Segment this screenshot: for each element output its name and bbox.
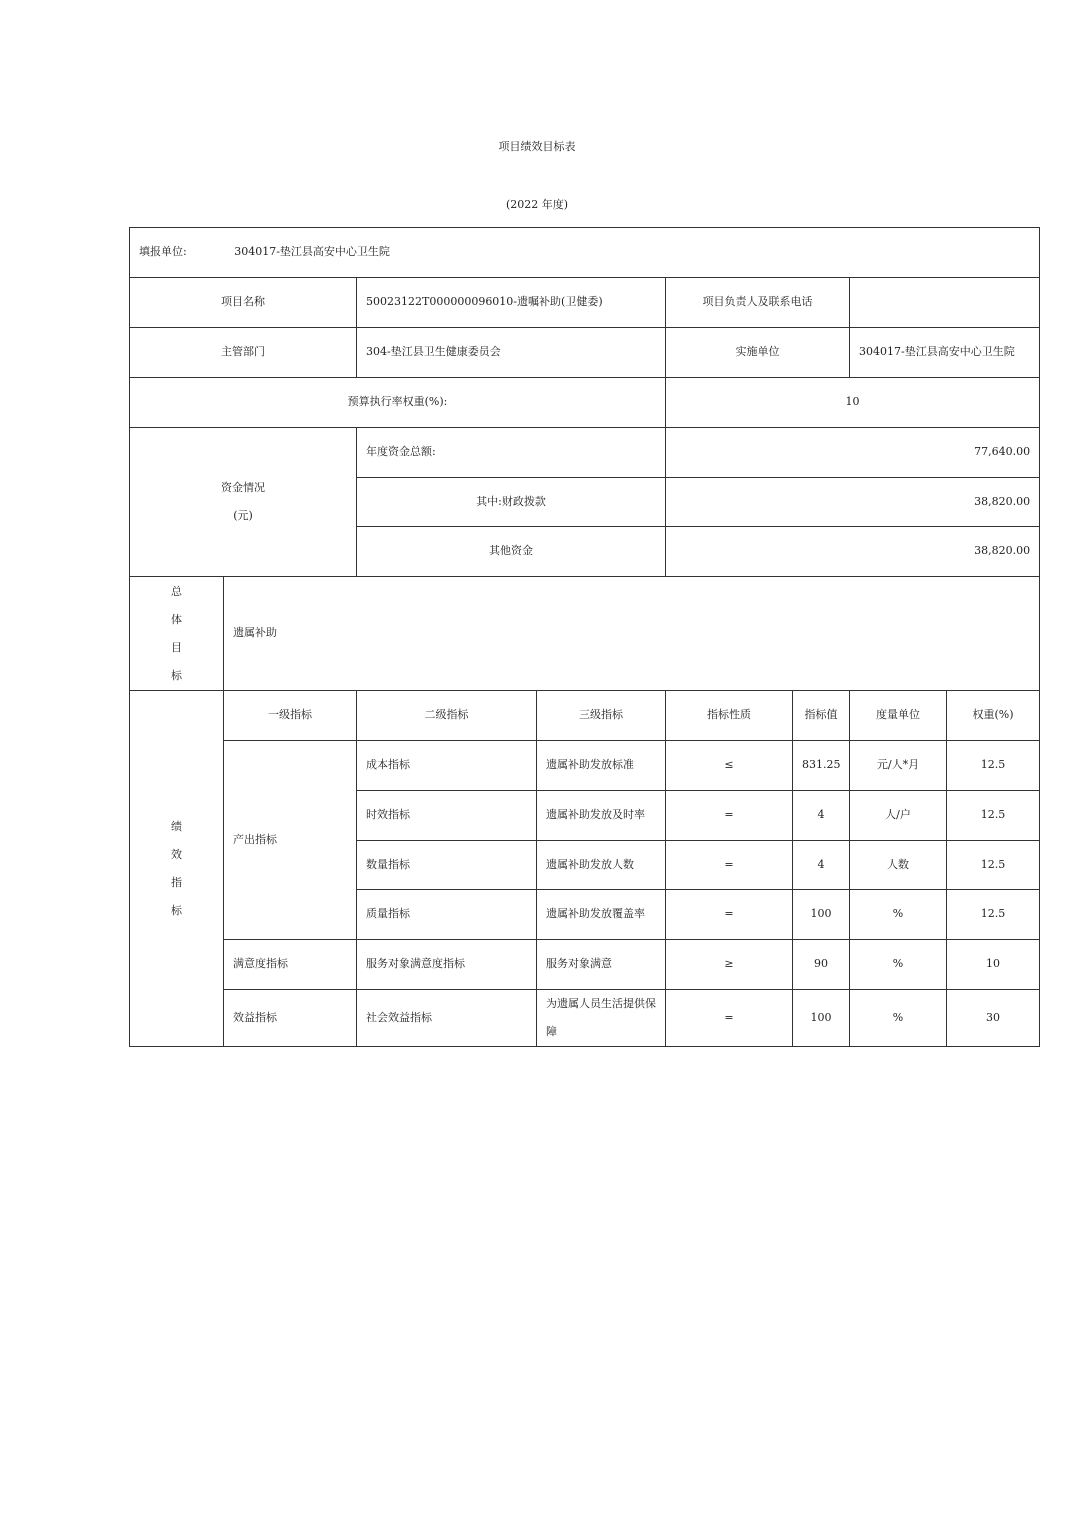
goal-label-char: 标	[171, 668, 182, 682]
weight-cell: 12.5	[947, 791, 1040, 841]
header-weight: 权重(%)	[947, 691, 1040, 741]
satisfaction-level1: 满意度指标	[224, 940, 357, 990]
header-value: 指标值	[793, 691, 850, 741]
satisfaction-unit: %	[850, 940, 947, 990]
header-nature: 指标性质	[666, 691, 793, 741]
goal-value: 遗属补助	[224, 577, 1040, 691]
level2-cell: 数量指标	[357, 841, 537, 890]
funds-fiscal-label: 其中:财政拨款	[357, 478, 666, 527]
level2-cell: 质量指标	[357, 890, 537, 940]
satisfaction-weight: 10	[947, 940, 1040, 990]
filler-label: 填报单位:	[139, 245, 187, 259]
level2-cell: 成本指标	[357, 741, 537, 791]
dept-label: 主管部门	[130, 328, 357, 378]
dept-row	[130, 328, 1040, 378]
contact-value	[850, 278, 1040, 328]
satisfaction-level3: 服务对象满意	[537, 940, 666, 990]
perf-label-char: 绩	[171, 819, 182, 833]
benefit-weight: 30	[947, 990, 1040, 1047]
nature-cell: =	[666, 841, 793, 890]
value-cell: 100	[793, 890, 850, 940]
dept-value: 304-垫江县卫生健康委员会	[357, 328, 666, 378]
satisfaction-nature: ≥	[666, 940, 793, 990]
funds-other-label: 其他资金	[357, 527, 666, 577]
perf-label	[130, 691, 224, 1047]
benefit-level2: 社会效益指标	[357, 990, 537, 1047]
nature-cell: =	[666, 791, 793, 841]
benefit-value: 100	[793, 990, 850, 1047]
goal-label-char: 总	[171, 584, 182, 598]
unit-cell: 人/户	[850, 791, 947, 841]
benefit-level3	[537, 990, 666, 1047]
benefit-level3-line2: 障	[546, 1025, 557, 1038]
output-group-label: 产出指标	[224, 741, 357, 940]
unit-cell: %	[850, 890, 947, 940]
budget-weight-row	[130, 378, 1040, 428]
satisfaction-row	[130, 940, 1040, 990]
weight-cell: 12.5	[947, 841, 1040, 890]
benefit-row	[130, 990, 1040, 1047]
project-name-row	[130, 278, 1040, 328]
level2-cell: 时效指标	[357, 791, 537, 841]
weight-cell: 12.5	[947, 741, 1040, 791]
funds-fiscal-value: 38,820.00	[666, 478, 1040, 527]
benefit-nature: =	[666, 990, 793, 1047]
impl-value: 304017-垫江县高安中心卫生院	[850, 328, 1040, 378]
level3-cell: 遗属补助发放及时率	[537, 791, 666, 841]
goal-label	[130, 577, 224, 691]
value-cell: 4	[793, 791, 850, 841]
unit-cell: 人数	[850, 841, 947, 890]
nature-cell: ≤	[666, 741, 793, 791]
perf-label-char: 指	[171, 875, 182, 889]
document-title: 项目绩效目标表	[498, 140, 576, 153]
value-cell: 4	[793, 841, 850, 890]
performance-table	[129, 227, 1040, 1047]
contact-label: 项目负责人及联系电话	[666, 278, 850, 328]
header-level3: 三级指标	[537, 691, 666, 741]
level3-cell: 遗属补助发放人数	[537, 841, 666, 890]
goal-row	[130, 577, 1040, 691]
funds-other-value: 38,820.00	[666, 527, 1040, 577]
benefit-level3-line1: 为遗属人员生活提供保	[546, 997, 656, 1010]
level3-cell: 遗属补助发放覆盖率	[537, 890, 666, 940]
header-unit: 度量单位	[850, 691, 947, 741]
perf-label-char: 效	[171, 847, 182, 861]
impl-label: 实施单位	[666, 328, 850, 378]
budget-weight-value: 10	[666, 378, 1040, 428]
funds-label	[130, 428, 357, 577]
perf-header-row	[130, 691, 1040, 741]
weight-cell: 12.5	[947, 890, 1040, 940]
satisfaction-value: 90	[793, 940, 850, 990]
goal-label-char: 体	[171, 612, 182, 626]
nature-cell: =	[666, 890, 793, 940]
level3-cell: 遗属补助发放标准	[537, 741, 666, 791]
budget-weight-label: 预算执行率权重(%):	[130, 378, 666, 428]
document-year: (2022 年度)	[505, 198, 569, 211]
funds-total-label: 年度资金总额:	[357, 428, 666, 478]
satisfaction-level2: 服务对象满意度指标	[357, 940, 537, 990]
goal-label-char: 目	[171, 640, 182, 654]
funds-total-row	[130, 428, 1040, 478]
header-level2: 二级指标	[357, 691, 537, 741]
funds-label-line2: (元)	[233, 509, 253, 522]
benefit-level1: 效益指标	[224, 990, 357, 1047]
header-level1: 一级指标	[224, 691, 357, 741]
project-name-value: 50023122T000000096010-遗嘱补助(卫健委)	[357, 278, 666, 328]
filler-value: 304017-垫江县高安中心卫生院	[234, 245, 390, 259]
perf-label-char: 标	[171, 903, 182, 917]
benefit-unit: %	[850, 990, 947, 1047]
value-cell: 831.25	[793, 741, 850, 791]
project-name-label: 项目名称	[130, 278, 357, 328]
filler-row	[130, 228, 1040, 278]
funds-total-value: 77,640.00	[666, 428, 1040, 478]
unit-cell: 元/人*月	[850, 741, 947, 791]
funds-label-line1: 资金情况	[221, 481, 265, 494]
table-row	[130, 741, 1040, 791]
filler-cell	[130, 228, 1040, 278]
